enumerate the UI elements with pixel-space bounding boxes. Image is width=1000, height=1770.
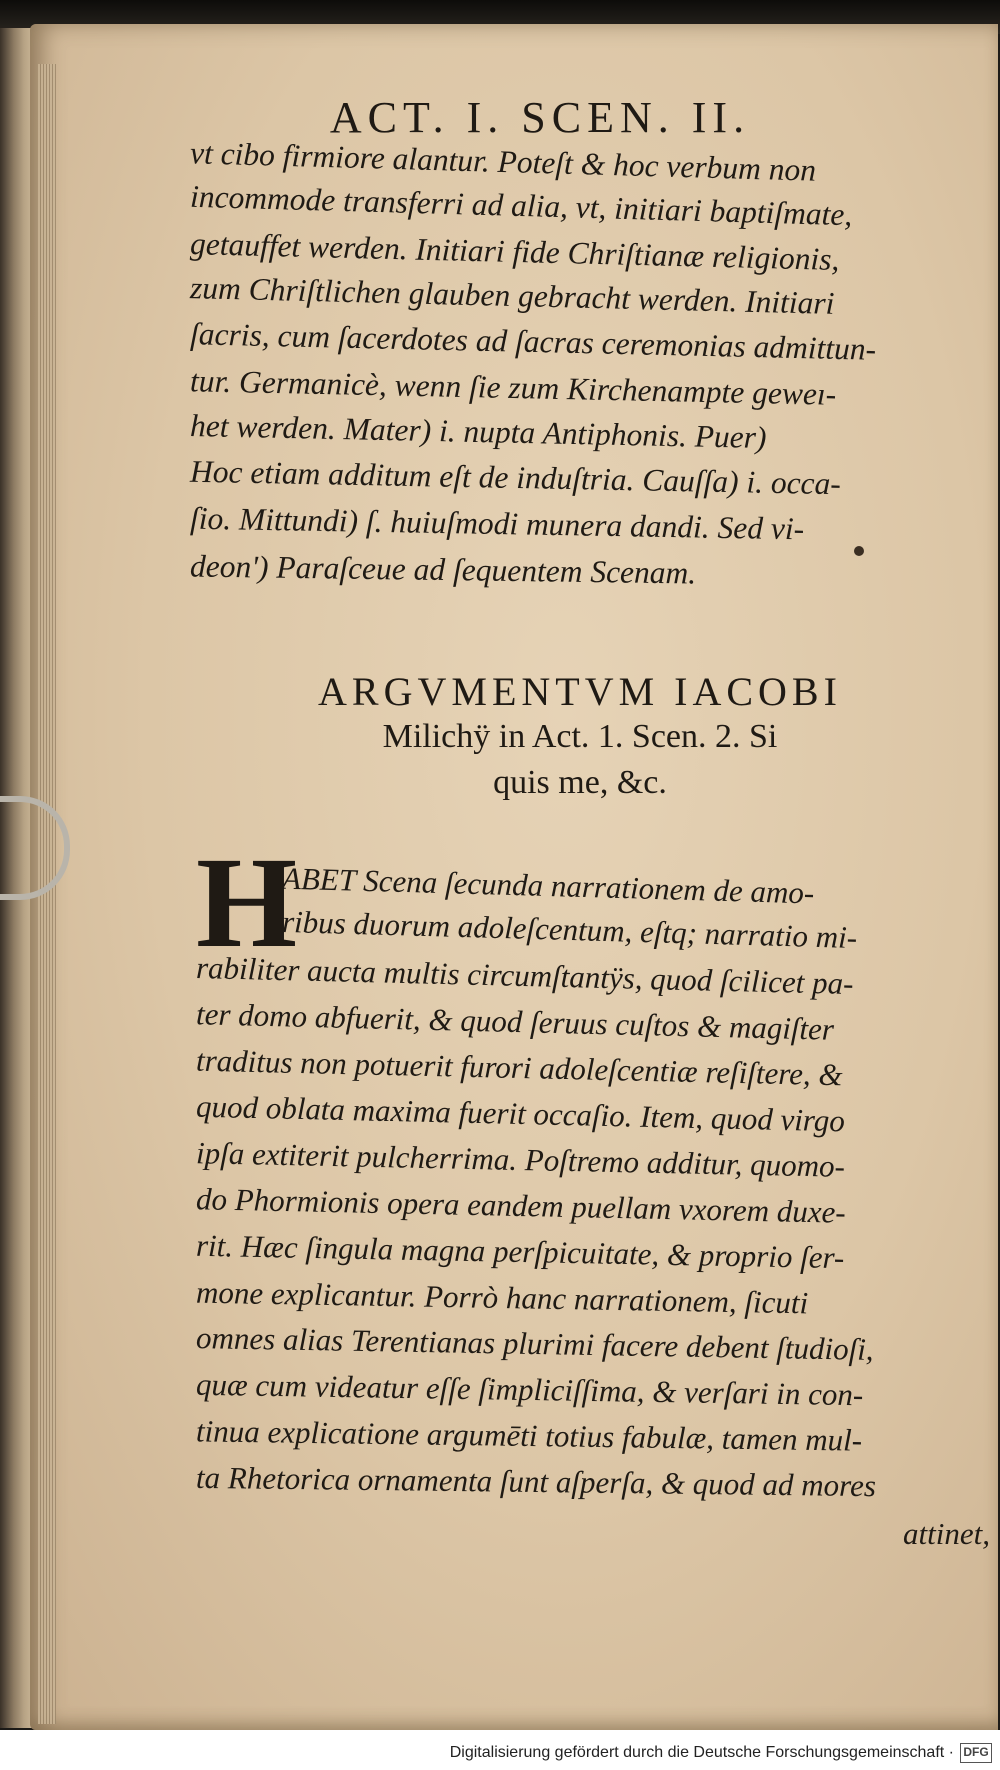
argument-subtitle-cont: quis me, &c.: [493, 764, 667, 801]
commentary-line: deon') Paraſceue ad ſequentem Scenam.: [189, 548, 697, 591]
argument-line: do Phormionis opera eandem puellam vxorem duxe-: [195, 1181, 847, 1230]
footer-bar: [0, 1730, 1000, 1770]
page-header: ACT. I. SCEN. II.: [329, 93, 751, 142]
commentary-line: het werden. Mater) i. nupta Antiphonis. Puer): [189, 407, 767, 456]
argument-title: ARGVMENTVM IACOBI: [318, 669, 842, 714]
argument-line: rit. Hæc ſingula magna perſpicuitate, & proprio ſer-: [195, 1227, 845, 1276]
argument-subtitle: Milichÿ in Act. 1. Scen. 2. Si: [382, 718, 778, 755]
commentary-line: zum Chriſtlichen glauben gebracht werden. Initiari: [189, 270, 835, 321]
commentary-line: incommode transferri ad alia, vt, initiari baptiſmate,: [189, 178, 853, 233]
argument-line: omnes alias Terentianas plurimi facere debent ſtudioſi,: [195, 1320, 874, 1367]
argument-line: ABET Scena ſecunda narrationem de amo-: [281, 860, 815, 911]
argument-line: traditus non potuerit furori adoleſcentiæ reſiſtere, &: [195, 1042, 843, 1093]
footer-credit: Digitalisierung gefördert durch die Deutsche Forschungsgemeinschaft ·: [449, 1744, 954, 1761]
argument-line: ipſa extiterit pulcherrima. Poſtremo additur, quomo-: [195, 1135, 846, 1184]
commentary-line: ſio. Mittundi) ſ. huiuſmodi munera dandi. Sed vi-: [189, 500, 805, 547]
commentary-line: vt cibo firmiore alantur. Poteſt & hoc verbum non: [189, 135, 817, 188]
catchword: attinet,: [903, 1516, 990, 1551]
argument-line: rabiliter aucta multis circumſtantÿs, quod ſcilicet pa-: [195, 949, 854, 1002]
argument-line: ter domo abfuerit, & quod ſeruus cuſtos & magiſter: [195, 996, 835, 1047]
commentary-line: getauffet werden. Initiari fide Chriſtianæ religionis,: [189, 226, 840, 277]
argument-line: mone explicantur. Porrò hanc narrationem, ſicuti: [195, 1274, 809, 1321]
dfg-logo-icon: DFG: [960, 1743, 992, 1763]
argument-line: ribus duorum adoleſcentum, eſtq; narratio mi-: [281, 903, 858, 956]
ink-spot: [854, 546, 864, 556]
commentary-line: Hoc etiam additum eſt de induſtria. Cauſſa) i. occa-: [189, 453, 842, 502]
argument-line: tinua explicatione argumēti totius fabulæ, tamen mul-: [195, 1413, 863, 1458]
commentary-line: ſacris, cum ſacerdotes ad ſacras ceremonias admittun-: [189, 316, 877, 367]
drop-cap: H: [196, 831, 298, 975]
argument-line: quæ cum videatur eſſe ſimpliciſſima, & verſari in con-: [195, 1366, 864, 1413]
argument-line: quod oblata maxima fuerit occaſio. Item, quod virgo: [195, 1088, 846, 1139]
argument-line: ta Rhetorica ornamenta ſunt aſperſa, & quod ad mores: [195, 1459, 877, 1504]
commentary-line: tur. Germanicè, wenn ſie zum Kirchenampte geweı-: [189, 363, 837, 412]
